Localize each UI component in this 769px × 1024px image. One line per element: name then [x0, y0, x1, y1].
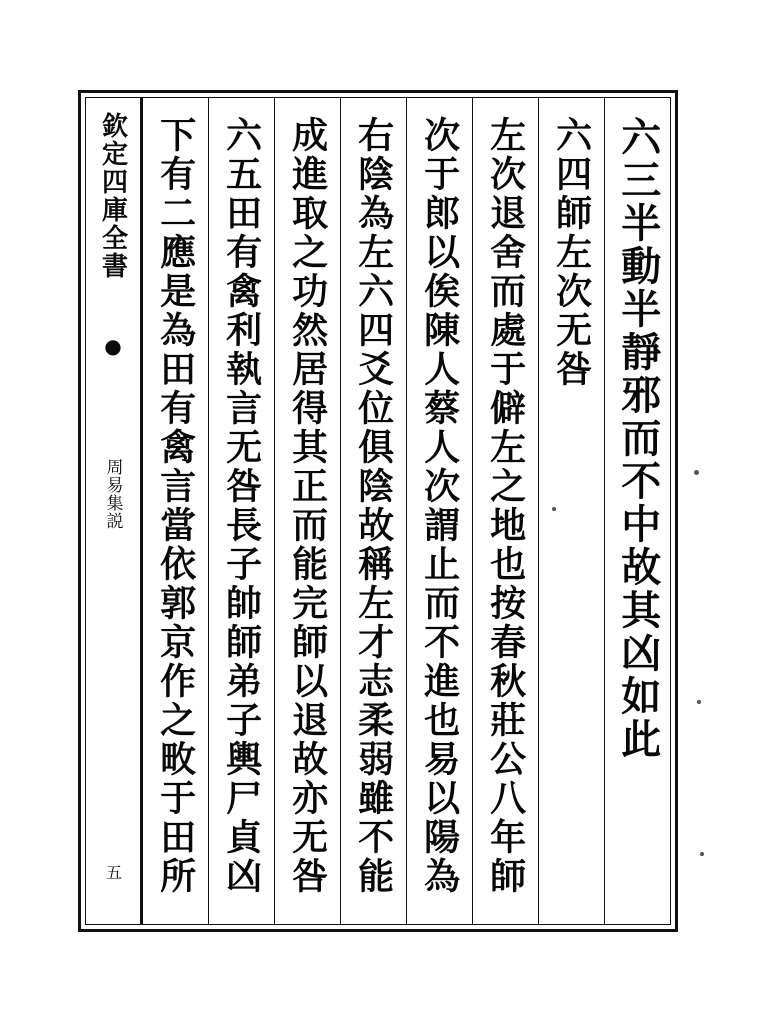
ink-speck — [700, 852, 704, 856]
text-column-5 — [340, 98, 406, 924]
column-text: 次于郎以俟陳人蔡人次謂止而不進也易以陽為 — [418, 116, 461, 896]
column-text: 六五田有禽利執言无咎長子帥師弟子輿尸貞凶 — [220, 116, 263, 896]
ink-speck — [552, 507, 556, 511]
spine-banner — [86, 98, 142, 924]
spine-mark: ● — [101, 334, 125, 360]
ink-speck — [694, 470, 699, 475]
column-text: 右陰為左六四爻位俱陰故稱左才志柔弱雖不能 — [352, 116, 395, 896]
text-column-4 — [406, 98, 472, 924]
spine-book-title: 周易集説 — [102, 458, 123, 530]
text-column-8 — [142, 98, 208, 924]
column-text: 下有二應是為田有禽言當依郭京作之畋于田所 — [154, 116, 197, 896]
column-text: 成進取之功然居得其正而能完師以退故亦无咎 — [286, 116, 329, 896]
column-text: 左次退舍而處于僻左之地也按春秋莊公八年師 — [484, 116, 527, 896]
column-text: 六四師左次无咎 — [550, 116, 593, 389]
column-text: 六三半動半靜邪而不中故其凶如此 — [614, 116, 662, 761]
ink-speck — [697, 700, 701, 704]
page-border-frame — [78, 90, 678, 932]
text-column-7 — [208, 98, 274, 924]
text-column-3 — [472, 98, 538, 924]
page-border-inner — [85, 97, 671, 925]
spine-series-title: 欽定四庫全書 — [97, 112, 128, 280]
text-column-6 — [274, 98, 340, 924]
text-column-2 — [538, 98, 604, 924]
text-column-1 — [604, 98, 670, 924]
spine-page-number: 五 — [103, 864, 123, 882]
text-columns — [142, 98, 670, 924]
